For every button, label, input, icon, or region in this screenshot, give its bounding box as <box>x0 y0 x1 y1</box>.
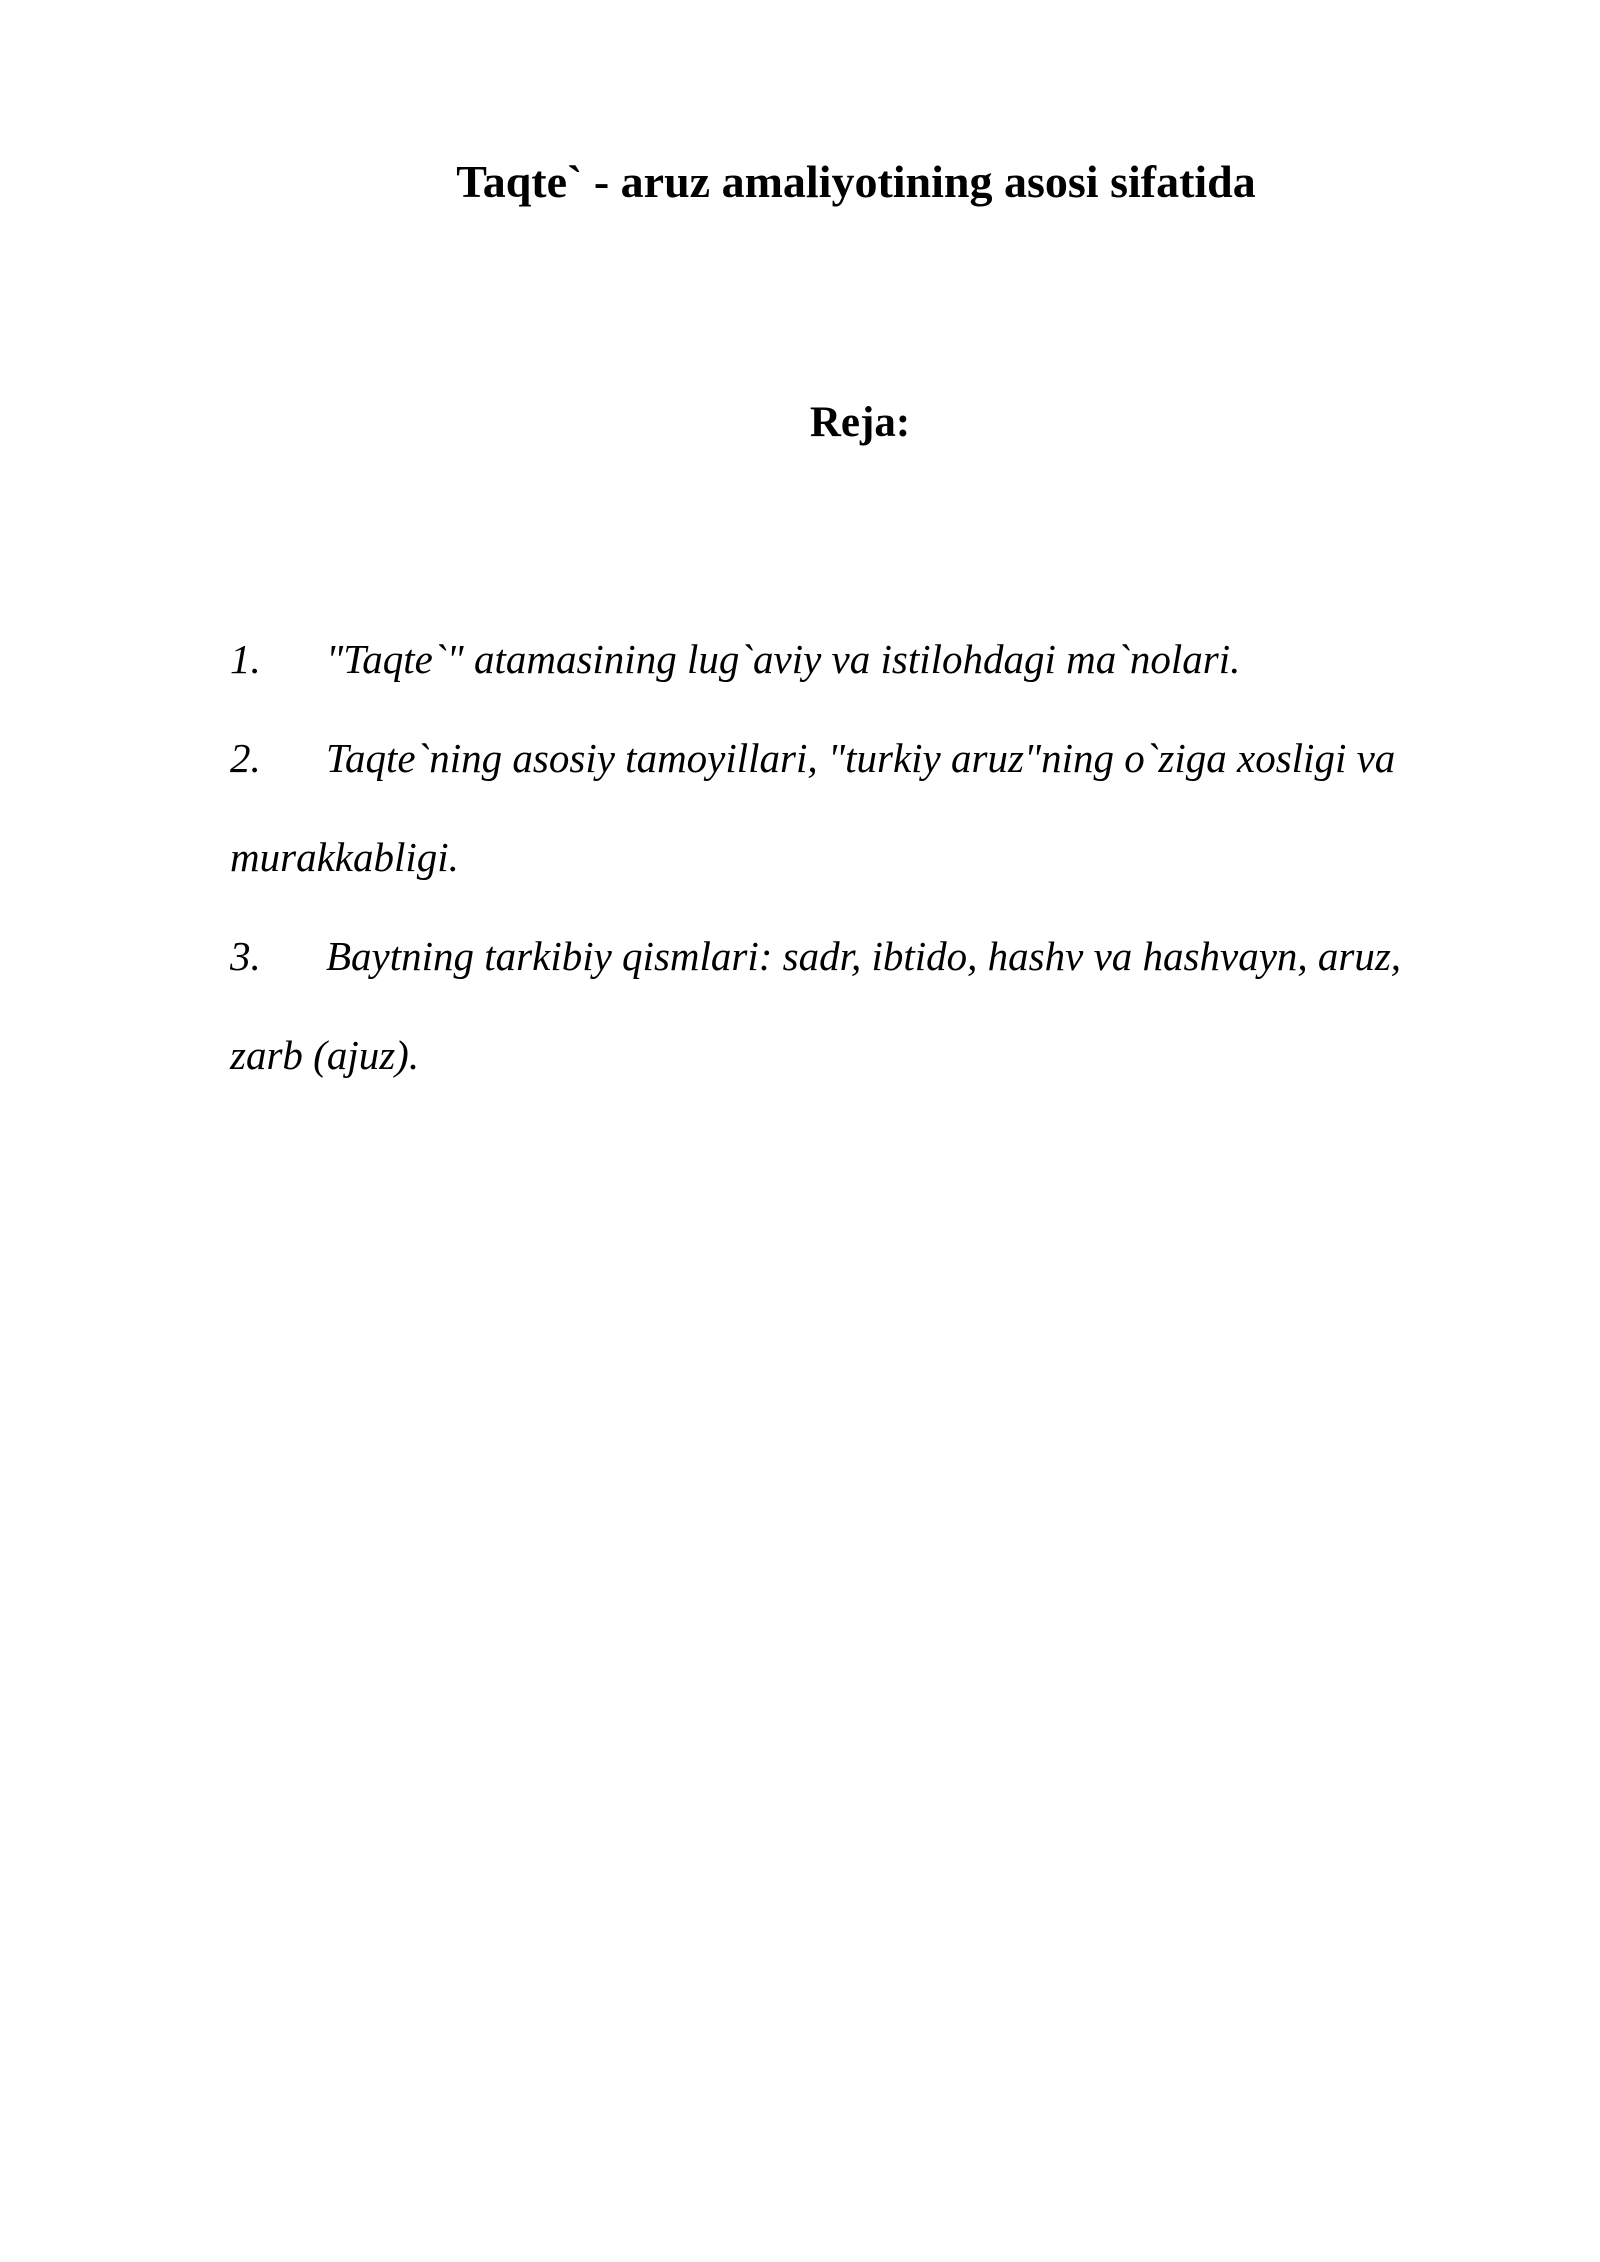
plan-item-text: Taqte`ning asosiy tamoyillari, "turkiy aruz"ning o`ziga xosligi va <box>326 735 1396 781</box>
plan-item-1 <box>230 610 1470 709</box>
plan-item-continuation: murakkabligi. <box>230 834 459 880</box>
plan-item-number: 3. <box>230 933 261 979</box>
plan-item-2 <box>230 709 1470 907</box>
plan-item-number: 1. <box>230 636 261 682</box>
document-title: Taqte` - aruz amaliyotining asosi sifatida <box>456 156 1256 207</box>
plan-item-3 <box>230 907 1470 1105</box>
plan-item-number: 2. <box>230 735 261 781</box>
plan-item-text: "Taqte`" atamasining lug`aviy va istilohdagi ma`nolari. <box>326 636 1241 682</box>
plan-heading: Reja: <box>809 399 911 446</box>
plan-item-text: Baytning tarkibiy qismlari: sadr, ibtido, hashv va hashvayn, aruz, <box>326 933 1402 979</box>
plan-item-continuation: zarb (ajuz). <box>230 1032 420 1078</box>
plan-list <box>230 610 1470 1105</box>
